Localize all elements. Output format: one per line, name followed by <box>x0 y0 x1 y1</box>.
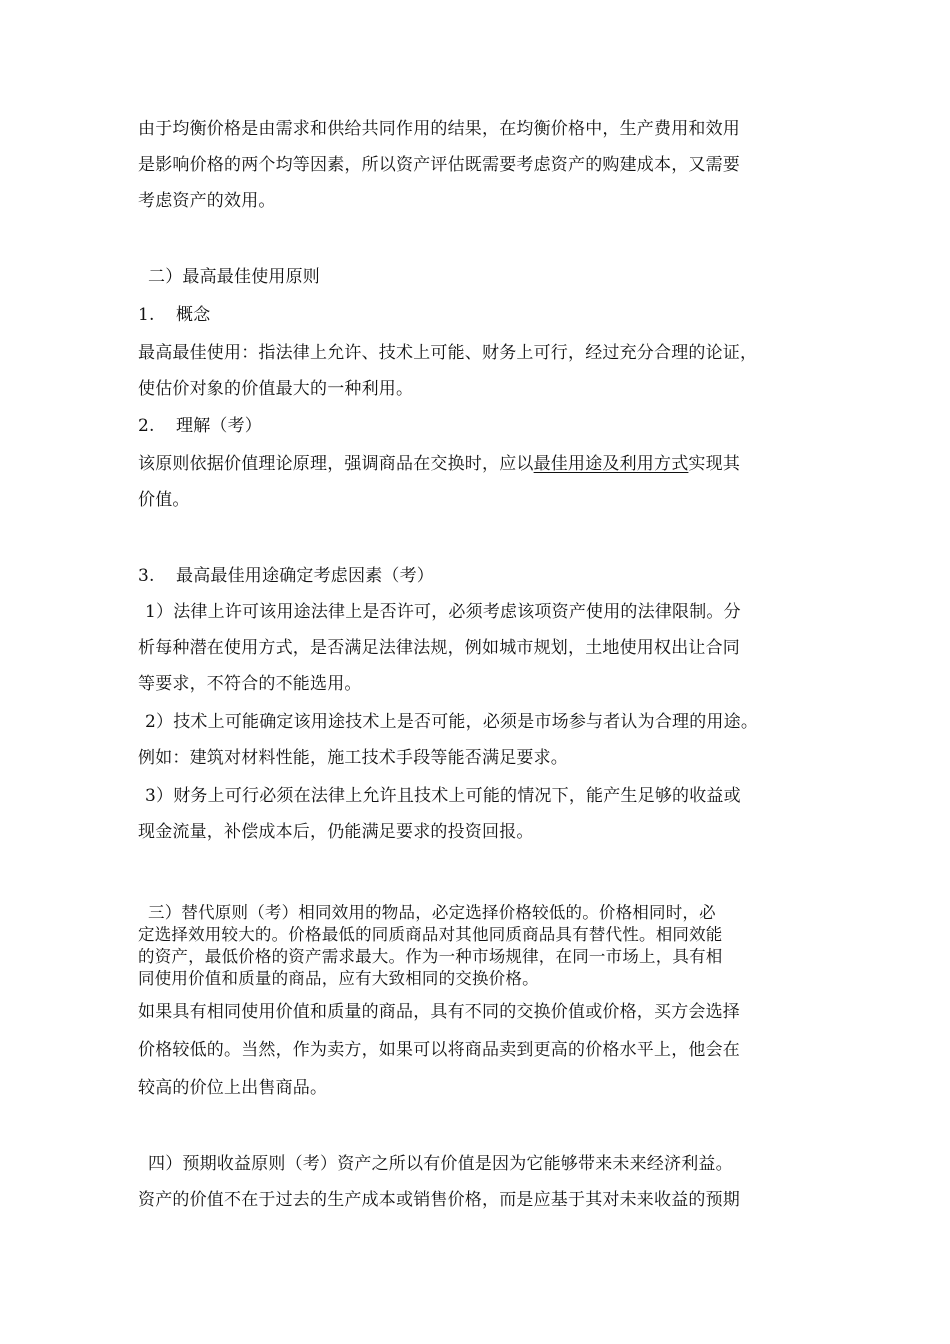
factor-1-line-1: 1）法律上许可该用途法律上是否许可，必须考虑该项资产使用的法律限制。分 <box>145 602 741 622</box>
item-1-number: 1. <box>138 305 155 325</box>
definition-line-1: 最高最佳使用：指法律上允许、技术上可能、财务上可行，经过充分合理的论证， <box>138 343 758 363</box>
section-3-line-5: 如果具有相同使用价值和质量的商品，具有不同的交换价值或价格，买方会选择 <box>138 1002 740 1022</box>
understanding-text-before: 该原则依据价值理论原理，强调商品在交换时，应以 <box>138 454 534 474</box>
item-2-heading <box>138 415 262 437</box>
item-1-title: 概念 <box>176 305 211 325</box>
factor-1-line-3: 等要求，不符合的不能选用。 <box>138 674 362 694</box>
intro-line-3: 考虑资产的效用。 <box>138 191 276 211</box>
item-2-title: 理解（考） <box>176 416 262 436</box>
item-3-number: 3. <box>138 566 155 586</box>
section-3-line-1: 三）替代原则（考）相同效用的物品，必定选择价格较低的。价格相同时，必 <box>148 903 716 922</box>
factor-2-line-1: 2）技术上可能确定该用途技术上是否可能，必须是市场参与者认为合理的用途。 <box>145 712 759 732</box>
item-3-heading <box>138 565 434 587</box>
understanding-line-1 <box>138 453 740 475</box>
underlined-phrase: 最佳用途及利用方式 <box>533 454 689 474</box>
section-3-line-4: 同使用价值和质量的商品，应有大致相同的交换价格。 <box>138 969 539 988</box>
section-4-line-1: 四）预期收益原则（考）资产之所以有价值是因为它能够带来未来经济利益。 <box>148 1154 733 1174</box>
section-3-line-2: 定选择效用较大的。价格最低的同质商品对其他同质商品具有替代性。相同效能 <box>138 925 723 944</box>
intro-line-2: 是影响价格的两个均等因素，所以资产评估既需要考虑资产的购建成本，又需要 <box>138 155 740 175</box>
item-3-title: 最高最佳用途确定考虑因素（考） <box>176 566 434 586</box>
intro-line-1: 由于均衡价格是由需求和供给共同作用的结果，在均衡价格中，生产费用和效用 <box>138 119 740 139</box>
factor-1-line-2: 析每种潜在使用方式，是否满足法律法规，例如城市规划，土地使用权出让合同 <box>138 638 740 658</box>
understanding-line-2: 价值。 <box>138 490 190 510</box>
factor-3-line-2: 现金流量，补偿成本后，仍能满足要求的投资回报。 <box>138 822 534 842</box>
section-4-line-2: 资产的价值不在于过去的生产成本或销售价格，而是应基于其对未来收益的预期 <box>138 1190 740 1210</box>
section-3-line-6: 价格较低的。当然，作为卖方，如果可以将商品卖到更高的价格水平上，他会在 <box>138 1040 740 1060</box>
section-3-line-3: 的资产，最低价格的资产需求最大。作为一种市场规律，在同一市场上，具有相 <box>138 947 723 966</box>
factor-3-line-1: 3）财务上可行必须在法律上允许且技术上可能的情况下，能产生足够的收益或 <box>145 786 741 806</box>
understanding-text-after: 实现其 <box>688 454 741 474</box>
section-3-line-7: 较高的价位上出售商品。 <box>138 1078 328 1098</box>
item-2-number: 2. <box>138 416 155 436</box>
item-1-heading <box>138 304 210 326</box>
factor-2-line-2: 例如：建筑对材料性能，施工技术手段等能否满足要求。 <box>138 748 568 768</box>
section-2-heading: 二）最高最佳使用原则 <box>148 267 320 287</box>
definition-line-2: 使估价对象的价值最大的一种利用。 <box>138 379 414 399</box>
